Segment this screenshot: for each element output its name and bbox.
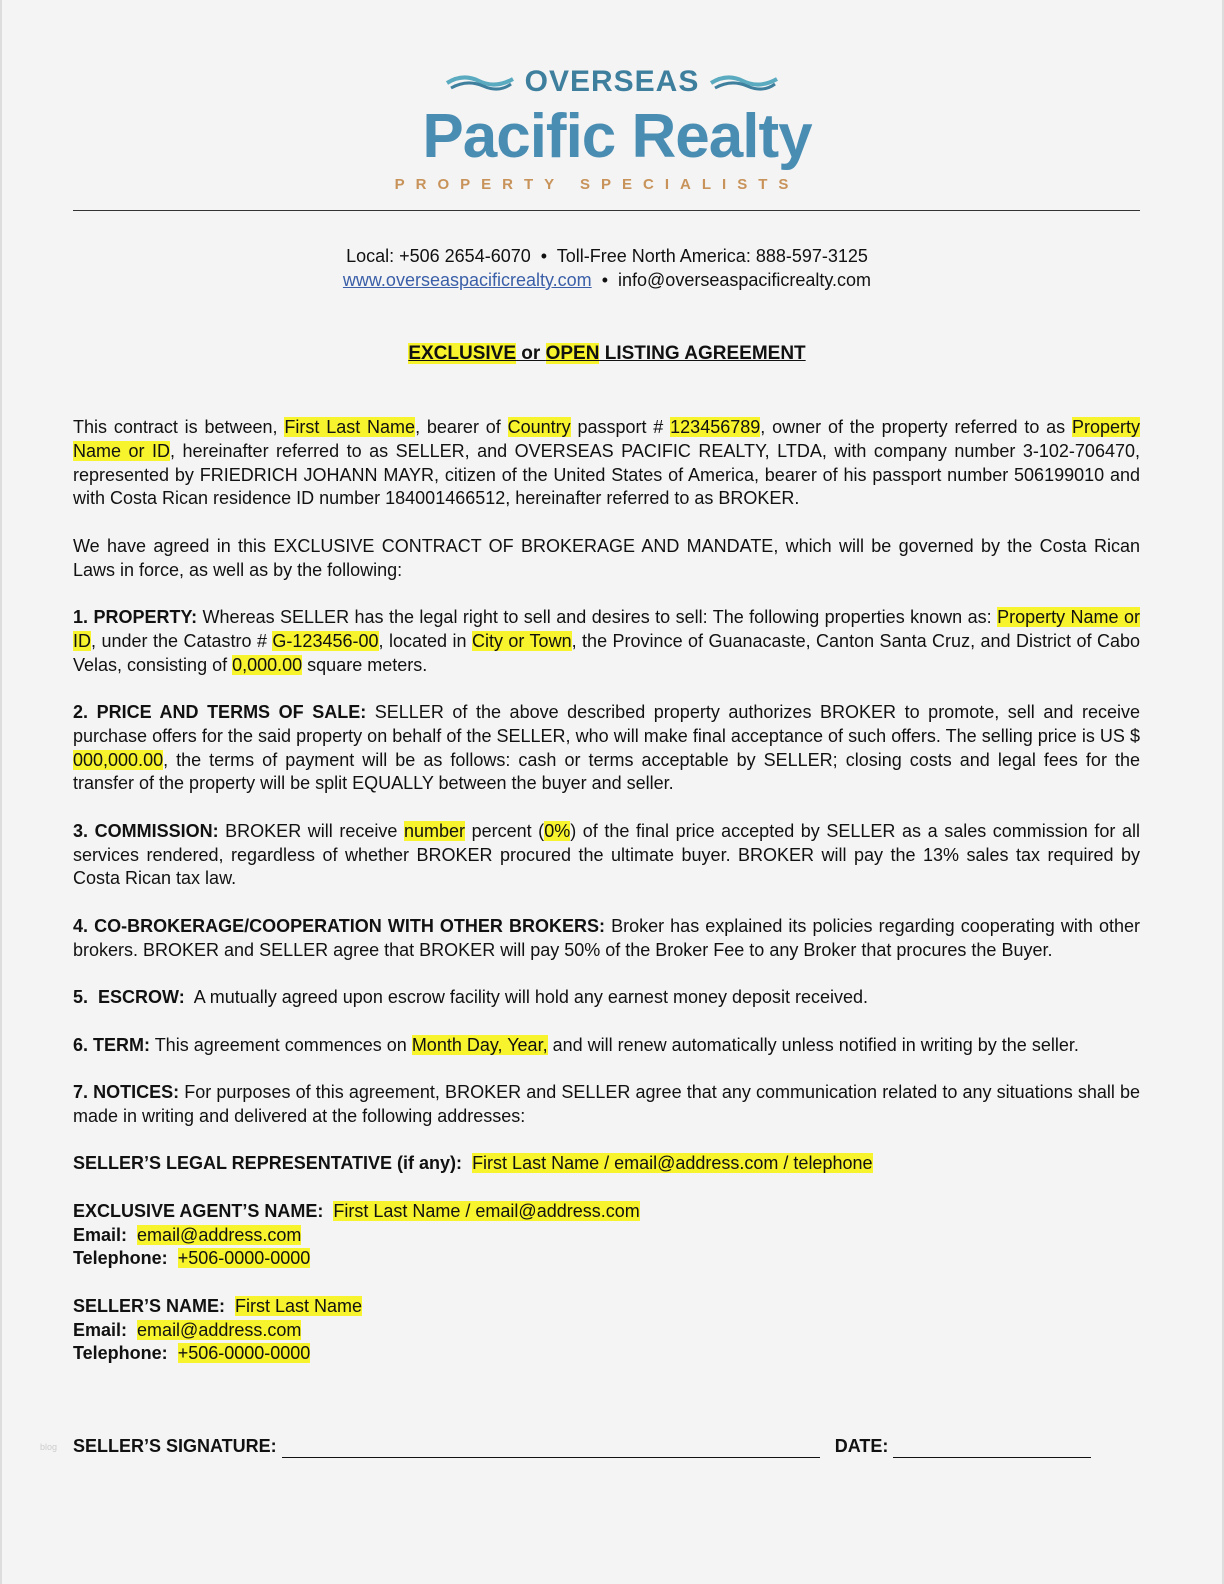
field-city: City or Town (471, 630, 572, 651)
legal-representative (73, 1152, 1140, 1176)
parties-paragraph (73, 416, 1140, 511)
tollfree-phone: Toll-Free North America: 888-597-3125 (556, 246, 868, 266)
label: Email: (73, 1224, 128, 1245)
text: Broker has explained its policies regarding cooperating with other brokers. BROKER and SELLER agree that BROKER will pay 50% of the Broker Fee to any Broker that procures the Buyer. (73, 915, 1140, 960)
title-open: OPEN (545, 343, 600, 364)
section-cobrokerage (73, 915, 1140, 963)
website-link[interactable]: www.overseaspacificrealty.com (342, 270, 592, 290)
wave-icon (445, 73, 515, 91)
text: , bearer of (415, 417, 508, 437)
agent-block (73, 1200, 1140, 1271)
text: square meters. (302, 654, 428, 675)
seller-block (73, 1295, 1140, 1366)
signature-label: SELLER’S SIGNATURE: (73, 1436, 277, 1456)
section-heading: 3. COMMISSION: (73, 820, 219, 841)
text: passport # (570, 417, 671, 437)
text: BROKER will receive (218, 820, 404, 841)
local-phone: Local: +506 2654-6070 (346, 246, 531, 266)
text: percent ( (464, 820, 545, 841)
signature-row (40, 1434, 1140, 1458)
field-country: Country (507, 417, 571, 437)
text: SELLER of the above described property authorizes BROKER to promote, sell and receive purchase offers for the said property on behalf of the SELLER, who will make final acceptance of such offers. The selling price is US $ (73, 702, 1140, 746)
contact-info (2, 244, 1212, 292)
section-heading: 6. TERM: (73, 1034, 151, 1055)
date-label: DATE: (834, 1436, 889, 1456)
section-heading: 1. PROPERTY: (73, 607, 198, 627)
field-commission-words: number (403, 820, 465, 841)
section-price (73, 701, 1140, 796)
text: , hereinafter referred to as SELLER, and OVERSEAS PACIFIC REALTY, LTDA, with company number 3-102-706470, represented by FRIEDRICH JOHANN MAYR, citizen of the United States of America, bearer of his passport number 506199010 and with Costa Rican residence ID number 184001466512, hereinafter referred to as BROKER. (73, 440, 1140, 509)
field-passport: 123456789 (670, 417, 761, 437)
field-seller-email: email@address.com (137, 1319, 302, 1340)
title-rest: LISTING AGREEMENT (599, 343, 806, 364)
separator: • (540, 246, 548, 266)
field-seller-name: First Last Name (284, 417, 416, 437)
section-escrow (73, 986, 1140, 1010)
field-agent-email: email@address.com (137, 1224, 302, 1245)
logo-tagline: PROPERTY SPECIALISTS (394, 176, 800, 193)
section-heading: 4. CO-BROKERAGE/COOPERATION WITH OTHER BROKERS: (73, 915, 605, 936)
field-agent-tel: +506-0000-0000 (177, 1248, 311, 1269)
label: EXCLUSIVE AGENT’S NAME: (73, 1200, 324, 1221)
section-property (73, 606, 1140, 677)
wave-icon (709, 73, 779, 91)
text: , the Province of Guanacaste, Canton Santa Cruz, and District of Cabo Velas, consisting of (73, 630, 1140, 675)
document-title (2, 342, 1212, 366)
label: SELLER’S NAME: (73, 1295, 226, 1316)
text: A mutually agreed upon escrow facility will hold any earnest money deposit received. (184, 987, 869, 1007)
contact-email: info@overseaspacificrealty.com (618, 270, 872, 290)
watermark: blog (40, 1442, 58, 1452)
text: ) of the final price accepted by SELLER as a sales commission for all services rendered, regardless of whether BROKER procured the ultimate buyer. BROKER will pay the 13% sales tax required by Costa Rican tax law. (73, 820, 1140, 889)
field-commission-percent: 0% (544, 820, 571, 841)
label: Telephone: (73, 1343, 168, 1364)
field-seller-name: First Last Name (235, 1295, 363, 1316)
logo-overseas: OVERSEAS (524, 65, 700, 98)
label: Telephone: (73, 1248, 168, 1269)
field-catastro: G-123456-00 (272, 630, 379, 651)
label: SELLER’S LEGAL REPRESENTATIVE (if any): (73, 1153, 463, 1174)
text: and will renew automatically unless notified in writing by the seller. (547, 1034, 1079, 1055)
field-legal-rep: First Last Name / email@address.com / telephone (472, 1153, 873, 1174)
title-exclusive: EXCLUSIVE (408, 343, 517, 364)
section-heading: 2. PRICE AND TERMS OF SALE: (73, 702, 367, 722)
separator: • (601, 270, 608, 290)
text: For purposes of this agreement, BROKER and SELLER agree that any communication related to any situations shall be made in writing and delivered at the following addresses: (73, 1082, 1140, 1126)
section-term (73, 1034, 1140, 1058)
text: , owner of the property referred to as (760, 417, 1072, 437)
section-notices (73, 1081, 1140, 1129)
header-divider (73, 210, 1140, 211)
field-property-name: Property Name or ID (73, 417, 1141, 461)
field-price: 000,000.00 (73, 749, 164, 770)
company-logo (342, 64, 882, 194)
agreement-paragraph: We have agreed in this EXCLUSIVE CONTRACT OF BROKERAGE AND MANDATE, which will be governed by the Costa Rican Laws in force, as well as by the following: (73, 535, 1140, 580)
section-commission (73, 820, 1140, 891)
signature-line[interactable] (282, 1439, 820, 1458)
text: , under the Catastro # (91, 630, 273, 651)
section-heading: 7. NOTICES: (73, 1082, 180, 1102)
field-area: 0,000.00 (232, 654, 303, 675)
text: Whereas SELLER has the legal right to sell and desires to sell: The following properties known as: (197, 607, 998, 627)
field-start-date: Month Day, Year, (411, 1034, 548, 1055)
text: , the terms of payment will be as follows: cash or terms acceptable by SELLER; closing costs and legal fees for the transfer of the property will be split EQUALLY between the buyer and seller. (73, 749, 1140, 794)
text: This contract is between, (73, 417, 285, 437)
text: This agreement commences on (150, 1034, 412, 1055)
field-property-name: Property Name or ID (73, 607, 1140, 651)
title-or: or (516, 343, 546, 364)
label: Email: (73, 1319, 128, 1340)
text: , located in (378, 630, 472, 651)
section-heading: 5. ESCROW: (73, 987, 185, 1007)
date-line[interactable] (893, 1439, 1091, 1458)
field-agent-name: First Last Name / email@address.com (333, 1200, 640, 1221)
field-seller-tel: +506-0000-0000 (177, 1343, 311, 1364)
logo-name: Pacific Realty (422, 102, 812, 171)
agreement-body (40, 416, 1141, 1458)
